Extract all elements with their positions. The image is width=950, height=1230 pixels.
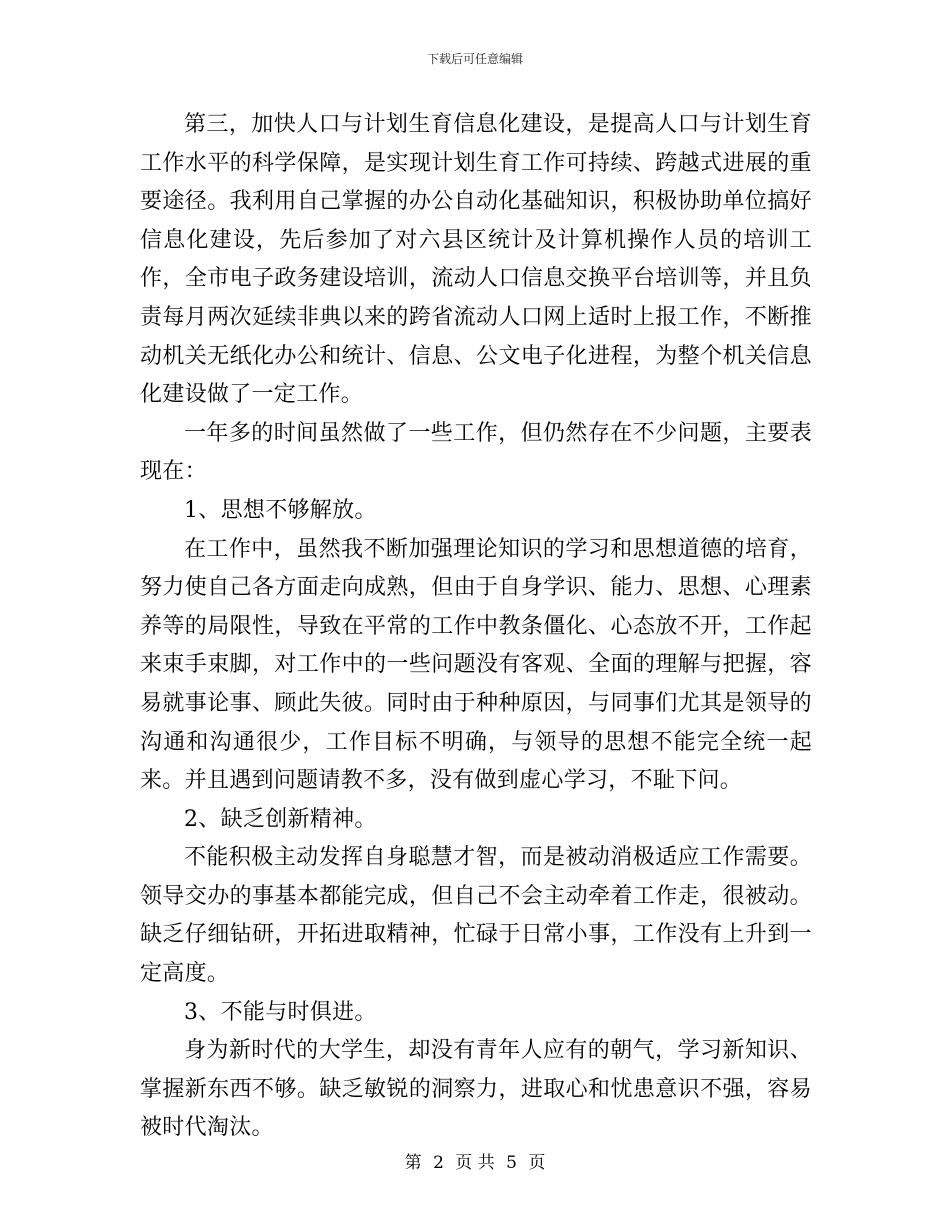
paragraph-problem-3: 身为新时代的大学生，却没有青年人应有的朝气，学习新知识、掌握新东西不够。缺乏敏锐的洞察力，进取心和忧患意识不强，容易被时代淘汰。 [140,1038,812,1141]
total-page-count: 5 [506,1153,517,1173]
footer-suffix: 页 [528,1153,546,1173]
paragraph-informatization: 第三，加快人口与计划生育信息化建设，是提高人口与计划生育工作水平的科学保障，是实现计划生育工作可持续、跨越式进展的重要途径。我利用自己掌握的办公自动化基础知识，积极协助单位搞好信息化建设，先后参加了对六县区统计及计算机操作人员的培训工作，全市电子政务建设培训，流动人口信息交换平台培训等，并且负责每月两次延续非典以来的跨省流动人口网上适时上报工作，不断推动机关无纸化办公和统计、信息、公文电子化进程，为整个机关信息化建设做了一定工作。 [140,112,812,408]
heading-problem-1: 1、思想不够解放。 [184,497,377,523]
paragraph-problem-2: 不能积极主动发挥自身聪慧才智，而是被动消极适应工作需要。领导交办的事基本都能完成，但自己不会主动牵着工作走，很被动。缺乏仔细钻研，开拓进取精神，忙碌于日常小事，工作没有上升到一定高度。 [140,845,812,987]
footer-middle: 页 共 [455,1153,495,1173]
paragraph-problem-1: 在工作中，虽然我不断加强理论知识的学习和思想道德的培育，努力使自己各方面走向成熟，但由于自身学识、能力、思想、心理素养等的局限性，导致在平常的工作中教条僵化、心态放不开，工作起来束手束脚，对工作中的一些问题没有客观、全面的理解与把握，容易就事论事、顾此失彼。同时由于种种原因，与同事们尤其是领导的沟通和沟通很少，工作目标不明确，与领导的思想不能完全统一起来。并且遇到问题请教不多，没有做到虚心学习，不耻下问。 [140,536,812,794]
heading-problem-3: 3、不能与时俱进。 [184,999,377,1025]
footer-prefix: 第 [404,1153,422,1173]
current-page-number: 2 [433,1153,444,1173]
document-body [140,106,812,1148]
page-header-note: 下载后可任意编辑 [426,52,523,66]
page-footer [0,1153,950,1173]
paragraph-problems-intro: 一年多的时间虽然做了一些工作，但仍然存在不少问题，主要表现在： [140,420,812,485]
heading-problem-2: 2、缺乏创新精神。 [184,806,377,832]
